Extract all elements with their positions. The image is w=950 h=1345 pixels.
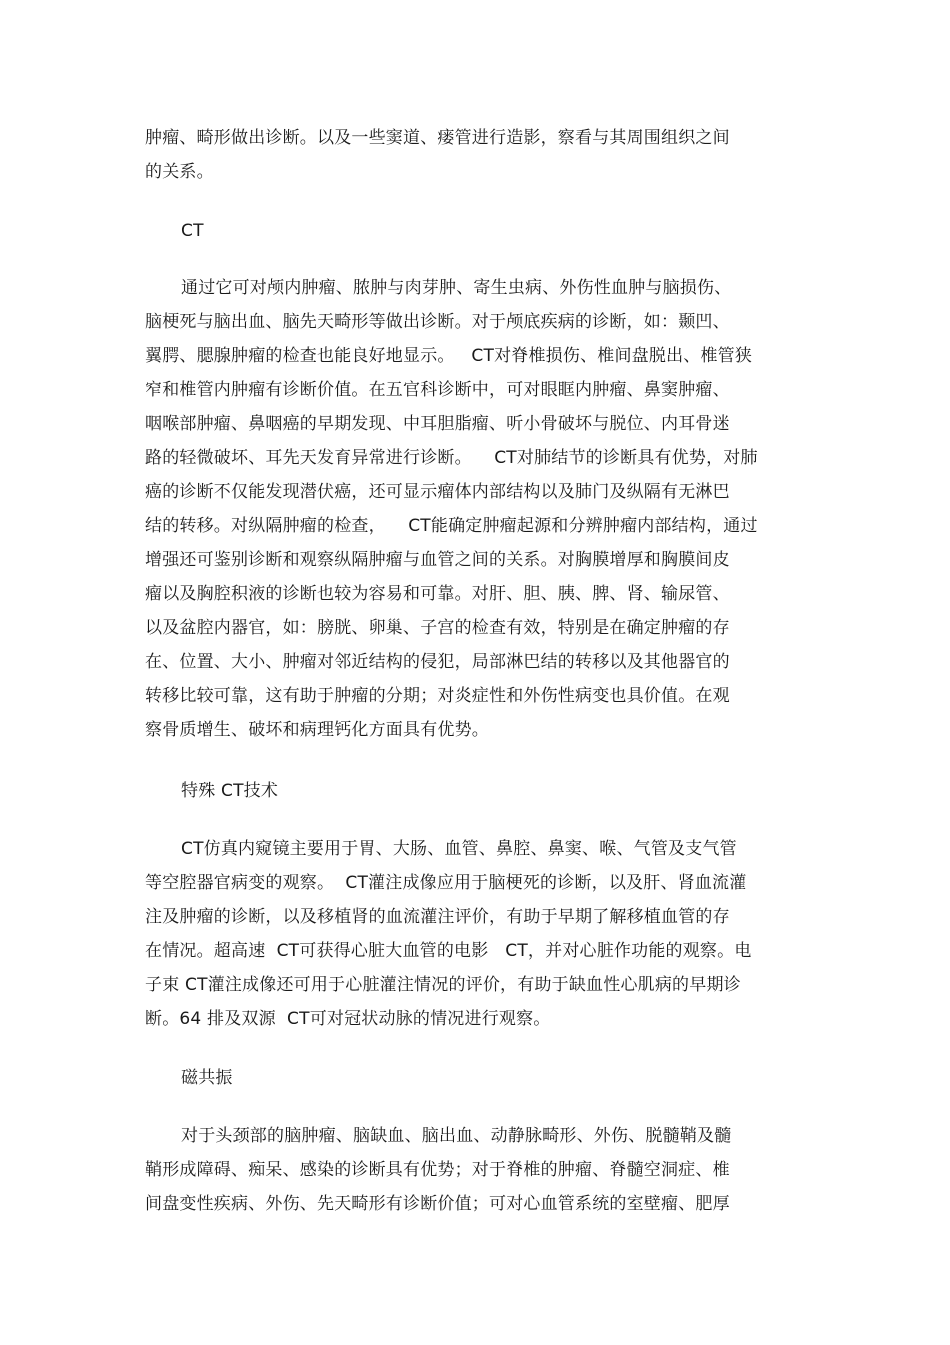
paragraph-line: 等空腔器官病变的观察。 CT灌注成像应用于脑梗死的诊断，以及肝、肾血流灌 xyxy=(145,873,747,893)
paragraph-line: CT仿真内窥镜主要用于胃、大肠、血管、鼻腔、鼻窦、喉、气管及支气管 xyxy=(181,839,737,859)
paragraph-line: 肿瘤、畸形做出诊断。以及一些窦道、瘘管进行造影，察看与其周围组织之间 xyxy=(145,128,730,148)
section-heading-special-ct: 特殊 CT技术 xyxy=(181,781,279,801)
paragraph-line: 注及肿瘤的诊断，以及移植肾的血流灌注评价，有助于早期了解移植血管的存 xyxy=(145,907,730,927)
paragraph-line: 转移比较可靠，这有助于肿瘤的分期；对炎症性和外伤性病变也具价值。在观 xyxy=(145,686,730,706)
paragraph-line: 以及盆腔内器官，如：膀胱、卵巢、子宫的检查有效，特别是在确定肿瘤的存 xyxy=(145,618,730,638)
paragraph-line: 对于头颈部的脑肿瘤、脑缺血、脑出血、动静脉畸形、外伤、脱髓鞘及髓 xyxy=(181,1126,732,1146)
paragraph-line: 通过它可对颅内肿瘤、脓肿与肉芽肿、寄生虫病、外伤性血肿与脑损伤、 xyxy=(181,278,732,298)
paragraph-line: 在、位置、大小、肿瘤对邻近结构的侵犯，局部淋巴结的转移以及其他器官的 xyxy=(145,652,730,672)
paragraph-line: 翼腭、腮腺肿瘤的检查也能良好地显示。 CT对脊椎损伤、椎间盘脱出、椎管狭 xyxy=(145,346,753,366)
paragraph-line: 癌的诊断不仅能发现潜伏癌，还可显示瘤体内部结构以及肺门及纵隔有无淋巴 xyxy=(145,482,730,502)
paragraph-line: 路的轻微破坏、耳先天发育异常进行诊断。 CT对肺结节的诊断具有优势，对肺 xyxy=(145,448,758,468)
paragraph-line: 间盘变性疾病、外伤、先天畸形有诊断价值；可对心血管系统的室壁瘤、肥厚 xyxy=(145,1194,730,1214)
paragraph-line: 窄和椎管内肿瘤有诊断价值。在五官科诊断中，可对眼眶内肿瘤、鼻窦肿瘤、 xyxy=(145,380,730,400)
paragraph-line: 断。64 排及双源 CT可对冠状动脉的情况进行观察。 xyxy=(145,1009,551,1029)
paragraph-line: 结的转移。对纵隔肿瘤的检查， CT能确定肿瘤起源和分辨肿瘤内部结构，通过 xyxy=(145,516,758,536)
paragraph-line: 增强还可鉴别诊断和观察纵隔肿瘤与血管之间的关系。对胸膜增厚和胸膜间皮 xyxy=(145,550,730,570)
paragraph-line: 咽喉部肿瘤、鼻咽癌的早期发现、中耳胆脂瘤、听小骨破坏与脱位、内耳骨迷 xyxy=(145,414,730,434)
paragraph-line: 的关系。 xyxy=(145,162,214,182)
paragraph-line: 在情况。超高速 CT可获得心脏大血管的电影 CT，并对心脏作功能的观察。电 xyxy=(145,941,752,961)
paragraph-line: 脑梗死与脑出血、脑先天畸形等做出诊断。对于颅底疾病的诊断，如：颞凹、 xyxy=(145,312,730,332)
paragraph-line: 察骨质增生、破坏和病理钙化方面具有优势。 xyxy=(145,720,489,740)
section-heading-ct: CT xyxy=(181,221,204,241)
paragraph-line: 子束 CT灌注成像还可用于心脏灌注情况的评价，有助于缺血性心肌病的早期诊 xyxy=(145,975,741,995)
paragraph-line: 鞘形成障碍、痴呆、感染的诊断具有优势；对于脊椎的肿瘤、脊髓空洞症、椎 xyxy=(145,1160,730,1180)
paragraph-line: 瘤以及胸腔积液的诊断也较为容易和可靠。对肝、胆、胰、脾、肾、输尿管、 xyxy=(145,584,730,604)
section-heading-mri: 磁共振 xyxy=(181,1068,233,1088)
